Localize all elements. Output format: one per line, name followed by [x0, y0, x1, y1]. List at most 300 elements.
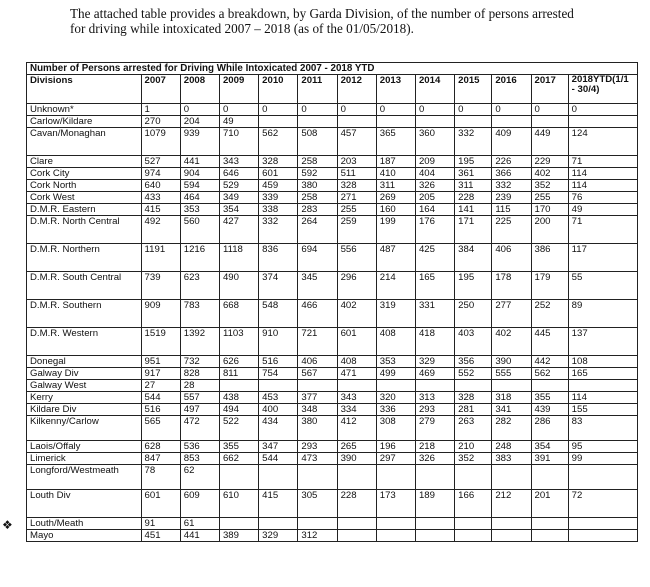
count-cell: 402 [531, 168, 568, 180]
division-name-cell: D.M.R. North Central [27, 216, 142, 244]
count-cell: 27 [141, 380, 180, 392]
division-name-cell: Clare [27, 156, 142, 168]
count-cell: 828 [180, 368, 219, 380]
count-cell: 114 [568, 392, 637, 404]
count-cell: 847 [141, 453, 180, 465]
count-cell: 668 [219, 300, 258, 328]
count-cell: 137 [568, 328, 637, 356]
table-row [27, 204, 638, 216]
count-cell: 55 [568, 272, 637, 300]
table-row [27, 356, 638, 368]
count-cell [568, 530, 637, 542]
count-cell [337, 380, 376, 392]
count-cell: 343 [219, 156, 258, 168]
count-cell: 386 [531, 244, 568, 272]
count-cell: 279 [415, 416, 454, 441]
count-cell: 354 [219, 204, 258, 216]
count-cell: 433 [141, 192, 180, 204]
count-cell: 390 [492, 356, 531, 368]
count-cell: 334 [337, 404, 376, 416]
count-cell: 492 [141, 216, 180, 244]
count-cell: 0 [531, 104, 568, 116]
count-cell: 286 [531, 416, 568, 441]
count-cell: 218 [415, 441, 454, 453]
table-title: Number of Persons arrested for Driving While Intoxicated 2007 - 2018 YTD [27, 63, 638, 75]
count-cell [337, 530, 376, 542]
count-cell [376, 530, 415, 542]
count-cell: 909 [141, 300, 180, 328]
count-cell: 400 [259, 404, 298, 416]
count-cell: 62 [180, 465, 219, 490]
count-cell: 178 [492, 272, 531, 300]
count-cell: 115 [492, 204, 531, 216]
count-cell: 204 [180, 116, 219, 128]
count-cell: 560 [180, 216, 219, 244]
count-cell: 974 [141, 168, 180, 180]
count-cell [568, 518, 637, 530]
count-cell: 438 [219, 392, 258, 404]
count-cell: 640 [141, 180, 180, 192]
division-name-cell: Louth Div [27, 490, 142, 518]
count-cell [415, 465, 454, 490]
count-cell: 403 [455, 328, 492, 356]
count-cell: 516 [141, 404, 180, 416]
count-cell: 939 [180, 128, 219, 156]
count-cell: 277 [492, 300, 531, 328]
count-cell: 490 [219, 272, 258, 300]
count-cell: 739 [141, 272, 180, 300]
count-cell [492, 518, 531, 530]
header-year: 2008 [180, 75, 219, 104]
header-year: 2012 [337, 75, 376, 104]
header-year: 2009 [219, 75, 258, 104]
count-cell: 434 [259, 416, 298, 441]
table-row [27, 244, 638, 272]
count-cell: 196 [376, 441, 415, 453]
header-year: 2018YTD(1/1 - 30/4) [568, 75, 637, 104]
count-cell: 349 [219, 192, 258, 204]
count-cell: 203 [337, 156, 376, 168]
division-name-cell: Kerry [27, 392, 142, 404]
table-row [27, 180, 638, 192]
count-cell: 626 [219, 356, 258, 368]
count-cell: 497 [180, 404, 219, 416]
count-cell: 312 [298, 530, 337, 542]
count-cell: 623 [180, 272, 219, 300]
count-cell: 61 [180, 518, 219, 530]
count-cell: 374 [259, 272, 298, 300]
table-row [27, 404, 638, 416]
count-cell: 415 [141, 204, 180, 216]
count-cell: 377 [298, 392, 337, 404]
count-cell: 311 [455, 180, 492, 192]
count-cell: 562 [259, 128, 298, 156]
count-cell [455, 465, 492, 490]
count-cell: 270 [141, 116, 180, 128]
table-row [27, 465, 638, 490]
division-name-cell: Cavan/Monaghan [27, 128, 142, 156]
count-cell: 293 [298, 441, 337, 453]
count-cell: 252 [531, 300, 568, 328]
count-cell: 389 [219, 530, 258, 542]
count-cell [568, 465, 637, 490]
count-cell: 200 [531, 216, 568, 244]
division-name-cell: Cork North [27, 180, 142, 192]
count-cell: 352 [531, 180, 568, 192]
count-cell: 459 [259, 180, 298, 192]
count-cell: 442 [531, 356, 568, 368]
count-cell: 0 [455, 104, 492, 116]
table-row [27, 300, 638, 328]
count-cell: 332 [455, 128, 492, 156]
count-cell: 469 [415, 368, 454, 380]
table-row [27, 328, 638, 356]
count-cell: 195 [455, 272, 492, 300]
table-row [27, 416, 638, 441]
count-cell: 453 [259, 392, 298, 404]
header-year: 2010 [259, 75, 298, 104]
count-cell: 425 [415, 244, 454, 272]
header-year: 2017 [531, 75, 568, 104]
count-cell: 544 [259, 453, 298, 465]
count-cell: 390 [337, 453, 376, 465]
division-name-cell: Donegal [27, 356, 142, 368]
division-name-cell: D.M.R. Eastern [27, 204, 142, 216]
count-cell: 445 [531, 328, 568, 356]
count-cell: 783 [180, 300, 219, 328]
count-cell [568, 380, 637, 392]
count-cell: 910 [259, 328, 298, 356]
table-body [27, 104, 638, 542]
count-cell: 552 [455, 368, 492, 380]
count-cell: 499 [376, 368, 415, 380]
count-cell: 308 [376, 416, 415, 441]
table-row [27, 168, 638, 180]
count-cell: 99 [568, 453, 637, 465]
table-row [27, 518, 638, 530]
count-cell: 404 [415, 168, 454, 180]
count-cell: 511 [337, 168, 376, 180]
count-cell: 710 [219, 128, 258, 156]
division-name-cell: D.M.R. Southern [27, 300, 142, 328]
table-row [27, 272, 638, 300]
count-cell: 336 [376, 404, 415, 416]
count-cell: 49 [219, 116, 258, 128]
count-cell: 355 [531, 392, 568, 404]
page-marker-icon: ❖ [2, 517, 13, 532]
count-cell: 114 [568, 180, 637, 192]
count-cell: 1118 [219, 244, 258, 272]
table-row [27, 116, 638, 128]
count-cell: 0 [180, 104, 219, 116]
count-cell: 1103 [219, 328, 258, 356]
count-cell: 78 [141, 465, 180, 490]
count-cell: 1079 [141, 128, 180, 156]
count-cell: 124 [568, 128, 637, 156]
count-cell: 0 [298, 104, 337, 116]
count-cell: 160 [376, 204, 415, 216]
count-cell [492, 116, 531, 128]
division-name-cell: Longford/Westmeath [27, 465, 142, 490]
count-cell: 187 [376, 156, 415, 168]
count-cell: 354 [531, 441, 568, 453]
count-cell: 556 [337, 244, 376, 272]
count-cell: 296 [337, 272, 376, 300]
count-cell: 255 [337, 204, 376, 216]
count-cell [298, 465, 337, 490]
count-cell: 332 [492, 180, 531, 192]
count-cell [415, 380, 454, 392]
count-cell: 248 [492, 441, 531, 453]
count-cell: 83 [568, 416, 637, 441]
count-cell: 356 [455, 356, 492, 368]
count-cell: 380 [298, 180, 337, 192]
division-name-cell: Carlow/Kildare [27, 116, 142, 128]
count-cell: 195 [455, 156, 492, 168]
table-row [27, 453, 638, 465]
count-cell: 250 [455, 300, 492, 328]
count-cell: 71 [568, 216, 637, 244]
count-cell: 269 [376, 192, 415, 204]
table-row [27, 128, 638, 156]
count-cell: 338 [259, 204, 298, 216]
count-cell [531, 518, 568, 530]
count-cell: 836 [259, 244, 298, 272]
header-year: 2011 [298, 75, 337, 104]
count-cell: 427 [219, 216, 258, 244]
count-cell: 380 [298, 416, 337, 441]
count-cell: 76 [568, 192, 637, 204]
count-cell: 408 [376, 328, 415, 356]
count-cell: 311 [376, 180, 415, 192]
count-cell: 173 [376, 490, 415, 518]
arrests-table [26, 62, 638, 542]
count-cell [492, 465, 531, 490]
division-name-cell: D.M.R. South Central [27, 272, 142, 300]
count-cell: 516 [259, 356, 298, 368]
count-cell: 165 [568, 368, 637, 380]
count-cell: 141 [455, 204, 492, 216]
count-cell: 348 [298, 404, 337, 416]
count-cell: 592 [298, 168, 337, 180]
count-cell: 49 [568, 204, 637, 216]
count-cell: 212 [492, 490, 531, 518]
count-cell: 567 [298, 368, 337, 380]
count-cell: 406 [492, 244, 531, 272]
count-cell: 305 [298, 490, 337, 518]
table-row [27, 441, 638, 453]
count-cell: 1392 [180, 328, 219, 356]
count-cell [298, 518, 337, 530]
header-year: 2007 [141, 75, 180, 104]
count-cell: 214 [376, 272, 415, 300]
count-cell: 732 [180, 356, 219, 368]
count-cell: 536 [180, 441, 219, 453]
count-cell: 89 [568, 300, 637, 328]
count-cell: 383 [492, 453, 531, 465]
header-year: 2014 [415, 75, 454, 104]
count-cell [337, 116, 376, 128]
count-cell: 259 [337, 216, 376, 244]
count-cell: 165 [415, 272, 454, 300]
count-cell [219, 518, 258, 530]
count-cell [376, 116, 415, 128]
count-cell: 594 [180, 180, 219, 192]
count-cell: 283 [298, 204, 337, 216]
count-cell: 565 [141, 416, 180, 441]
count-cell: 329 [259, 530, 298, 542]
count-cell: 319 [376, 300, 415, 328]
count-cell [259, 380, 298, 392]
count-cell: 0 [337, 104, 376, 116]
count-cell: 229 [531, 156, 568, 168]
count-cell: 951 [141, 356, 180, 368]
count-cell: 71 [568, 156, 637, 168]
count-cell: 472 [180, 416, 219, 441]
count-cell: 0 [492, 104, 531, 116]
count-cell [455, 380, 492, 392]
count-cell: 441 [180, 156, 219, 168]
division-name-cell: Limerick [27, 453, 142, 465]
division-name-cell: Cork West [27, 192, 142, 204]
division-name-cell: Louth/Meath [27, 518, 142, 530]
division-name-cell: Galway West [27, 380, 142, 392]
count-cell [337, 518, 376, 530]
count-cell [455, 116, 492, 128]
count-cell: 365 [376, 128, 415, 156]
count-cell: 544 [141, 392, 180, 404]
count-cell: 384 [455, 244, 492, 272]
count-cell: 170 [531, 204, 568, 216]
count-cell: 557 [180, 392, 219, 404]
count-cell: 209 [415, 156, 454, 168]
count-cell [219, 380, 258, 392]
count-cell: 258 [298, 156, 337, 168]
count-cell: 391 [531, 453, 568, 465]
count-cell: 328 [337, 180, 376, 192]
division-name-cell: D.M.R. Western [27, 328, 142, 356]
count-cell: 239 [492, 192, 531, 204]
count-cell: 449 [531, 128, 568, 156]
table-row [27, 104, 638, 116]
count-cell [415, 518, 454, 530]
count-cell: 0 [568, 104, 637, 116]
count-cell: 548 [259, 300, 298, 328]
count-cell: 199 [376, 216, 415, 244]
count-cell: 171 [455, 216, 492, 244]
count-cell [415, 530, 454, 542]
count-cell: 410 [376, 168, 415, 180]
division-name-cell: D.M.R. Northern [27, 244, 142, 272]
count-cell: 415 [259, 490, 298, 518]
count-cell: 352 [455, 453, 492, 465]
header-divisions: Divisions [27, 75, 142, 104]
table-row [27, 192, 638, 204]
count-cell: 408 [337, 356, 376, 368]
division-name-cell: Kilkenny/Carlow [27, 416, 142, 441]
count-cell: 258 [298, 192, 337, 204]
count-cell: 0 [376, 104, 415, 116]
count-cell: 402 [492, 328, 531, 356]
count-cell: 466 [298, 300, 337, 328]
count-cell [531, 465, 568, 490]
count-cell: 320 [376, 392, 415, 404]
count-cell: 522 [219, 416, 258, 441]
header-year: 2015 [455, 75, 492, 104]
count-cell: 412 [337, 416, 376, 441]
count-cell: 347 [259, 441, 298, 453]
count-cell: 91 [141, 518, 180, 530]
count-cell: 328 [259, 156, 298, 168]
count-cell: 318 [492, 392, 531, 404]
count-cell: 117 [568, 244, 637, 272]
count-cell: 210 [455, 441, 492, 453]
count-cell: 361 [455, 168, 492, 180]
count-cell: 904 [180, 168, 219, 180]
count-cell: 402 [337, 300, 376, 328]
table-row [27, 368, 638, 380]
count-cell [492, 380, 531, 392]
count-cell: 508 [298, 128, 337, 156]
count-cell: 95 [568, 441, 637, 453]
count-cell: 328 [455, 392, 492, 404]
count-cell: 353 [180, 204, 219, 216]
count-cell [531, 530, 568, 542]
count-cell: 353 [376, 356, 415, 368]
count-cell: 609 [180, 490, 219, 518]
count-cell: 341 [492, 404, 531, 416]
count-cell: 331 [415, 300, 454, 328]
count-cell [455, 530, 492, 542]
count-cell: 0 [259, 104, 298, 116]
count-cell: 205 [415, 192, 454, 204]
count-cell: 628 [141, 441, 180, 453]
count-cell: 409 [492, 128, 531, 156]
count-cell [415, 116, 454, 128]
count-cell: 1519 [141, 328, 180, 356]
count-cell: 555 [492, 368, 531, 380]
count-cell [492, 530, 531, 542]
division-name-cell: Unknown* [27, 104, 142, 116]
count-cell: 694 [298, 244, 337, 272]
count-cell: 326 [415, 453, 454, 465]
count-cell [376, 380, 415, 392]
count-cell [376, 518, 415, 530]
count-cell [298, 380, 337, 392]
count-cell: 451 [141, 530, 180, 542]
intro-paragraph: The attached table provides a breakdown, by Garda Division, of the number of persons arrested for driving while intoxicated 2007 – 2018 (as of the 01/05/2018). [70, 6, 574, 36]
count-cell: 282 [492, 416, 531, 441]
count-cell: 1191 [141, 244, 180, 272]
count-cell: 853 [180, 453, 219, 465]
count-cell [455, 518, 492, 530]
count-cell: 494 [219, 404, 258, 416]
count-cell: 225 [492, 216, 531, 244]
count-cell: 473 [298, 453, 337, 465]
table-row [27, 380, 638, 392]
division-name-cell: Mayo [27, 530, 142, 542]
division-name-cell: Kildare Div [27, 404, 142, 416]
count-cell: 297 [376, 453, 415, 465]
count-cell: 228 [455, 192, 492, 204]
count-cell: 108 [568, 356, 637, 368]
count-cell: 418 [415, 328, 454, 356]
count-cell: 917 [141, 368, 180, 380]
count-cell: 255 [531, 192, 568, 204]
count-cell: 721 [298, 328, 337, 356]
count-cell: 811 [219, 368, 258, 380]
count-cell [259, 465, 298, 490]
